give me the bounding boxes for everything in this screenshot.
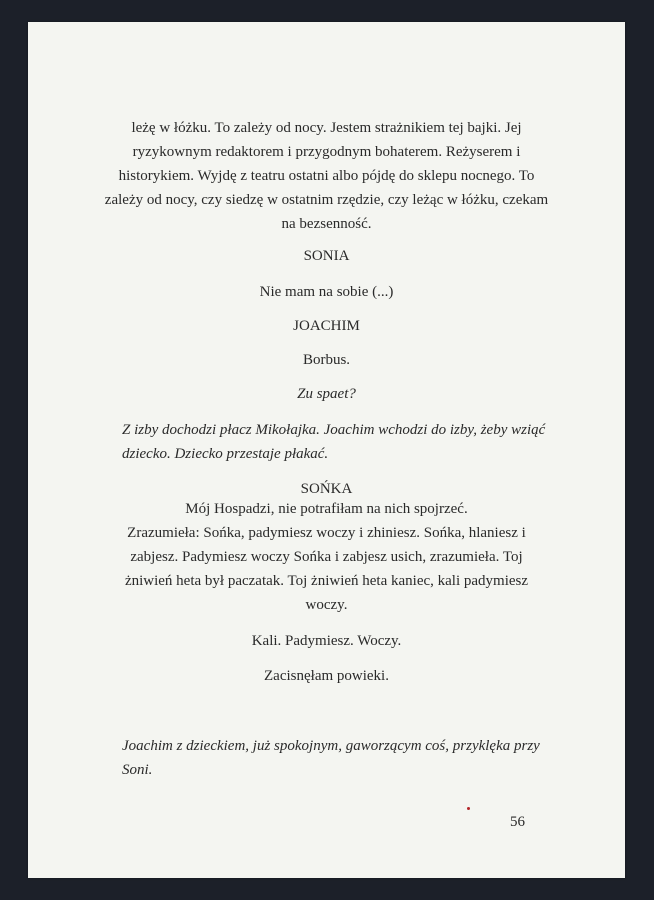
text-line: zależy od nocy, czy siedzę w ostatnim rzędzie, czy leżąc w łóżku, czekam — [104, 192, 549, 208]
dialogue-line-italic: Zu spaet? — [297, 386, 356, 402]
dialogue-line: Zacisnęłam powieki. — [264, 668, 389, 684]
text-line: dziecko. Dziecko przestaje płakać. — [122, 446, 329, 462]
paragraph-monologue — [28, 116, 625, 236]
text-line: żniwień heta był paczatak. Toj żniwień heta kaniec, kali padymiesz — [124, 573, 529, 589]
page-number: 56 — [510, 814, 525, 830]
text-line: Zrazumieła: Sońka, padymiesz woczy i zhiniesz. Sońka, hlaniesz i — [127, 525, 526, 541]
text-line: leżę w łóżku. To zależy od nocy. Jestem strażnikiem tej bajki. Jej — [131, 120, 522, 136]
speaker-name: SONIA — [303, 248, 350, 264]
stage-direction — [122, 734, 542, 782]
text-line: ryzykownym redaktorem i przygodnym bohaterem. Reżyserem i — [132, 144, 521, 160]
paragraph-sonka — [28, 497, 625, 617]
document-page — [28, 22, 625, 878]
text-line: Mój Hospadzi, nie potrafiłam na nich spojrzeć. — [185, 501, 468, 517]
speaker-name: SOŃKA — [300, 481, 353, 497]
stage-direction — [122, 418, 546, 466]
ink-mark — [467, 807, 470, 810]
text-line: Z izby dochodzi płacz Mikołajka. Joachim wchodzi do izby, żeby wziąć — [122, 422, 546, 438]
text-line: woczy. — [305, 597, 348, 613]
text-line: Soni. — [122, 762, 153, 778]
speaker-name: JOACHIM — [293, 318, 360, 334]
dialogue-line: Borbus. — [302, 352, 351, 368]
text-line: na bezsenność. — [281, 216, 372, 232]
dialogue-line: Nie mam na sobie (...) — [259, 284, 394, 300]
dialogue-line: Kali. Padymiesz. Woczy. — [251, 633, 402, 649]
text-line: zabjesz. Padymiesz woczy Sońka i zabjesz usich, zrazumieła. Toj — [130, 549, 523, 565]
text-line: Joachim z dzieckiem, już spokojnym, gaworzącym coś, przyklęka przy — [122, 738, 540, 754]
text-line: historykiem. Wyjdę z teatru ostatni albo pójdę do sklepu nocnego. To — [118, 168, 535, 184]
